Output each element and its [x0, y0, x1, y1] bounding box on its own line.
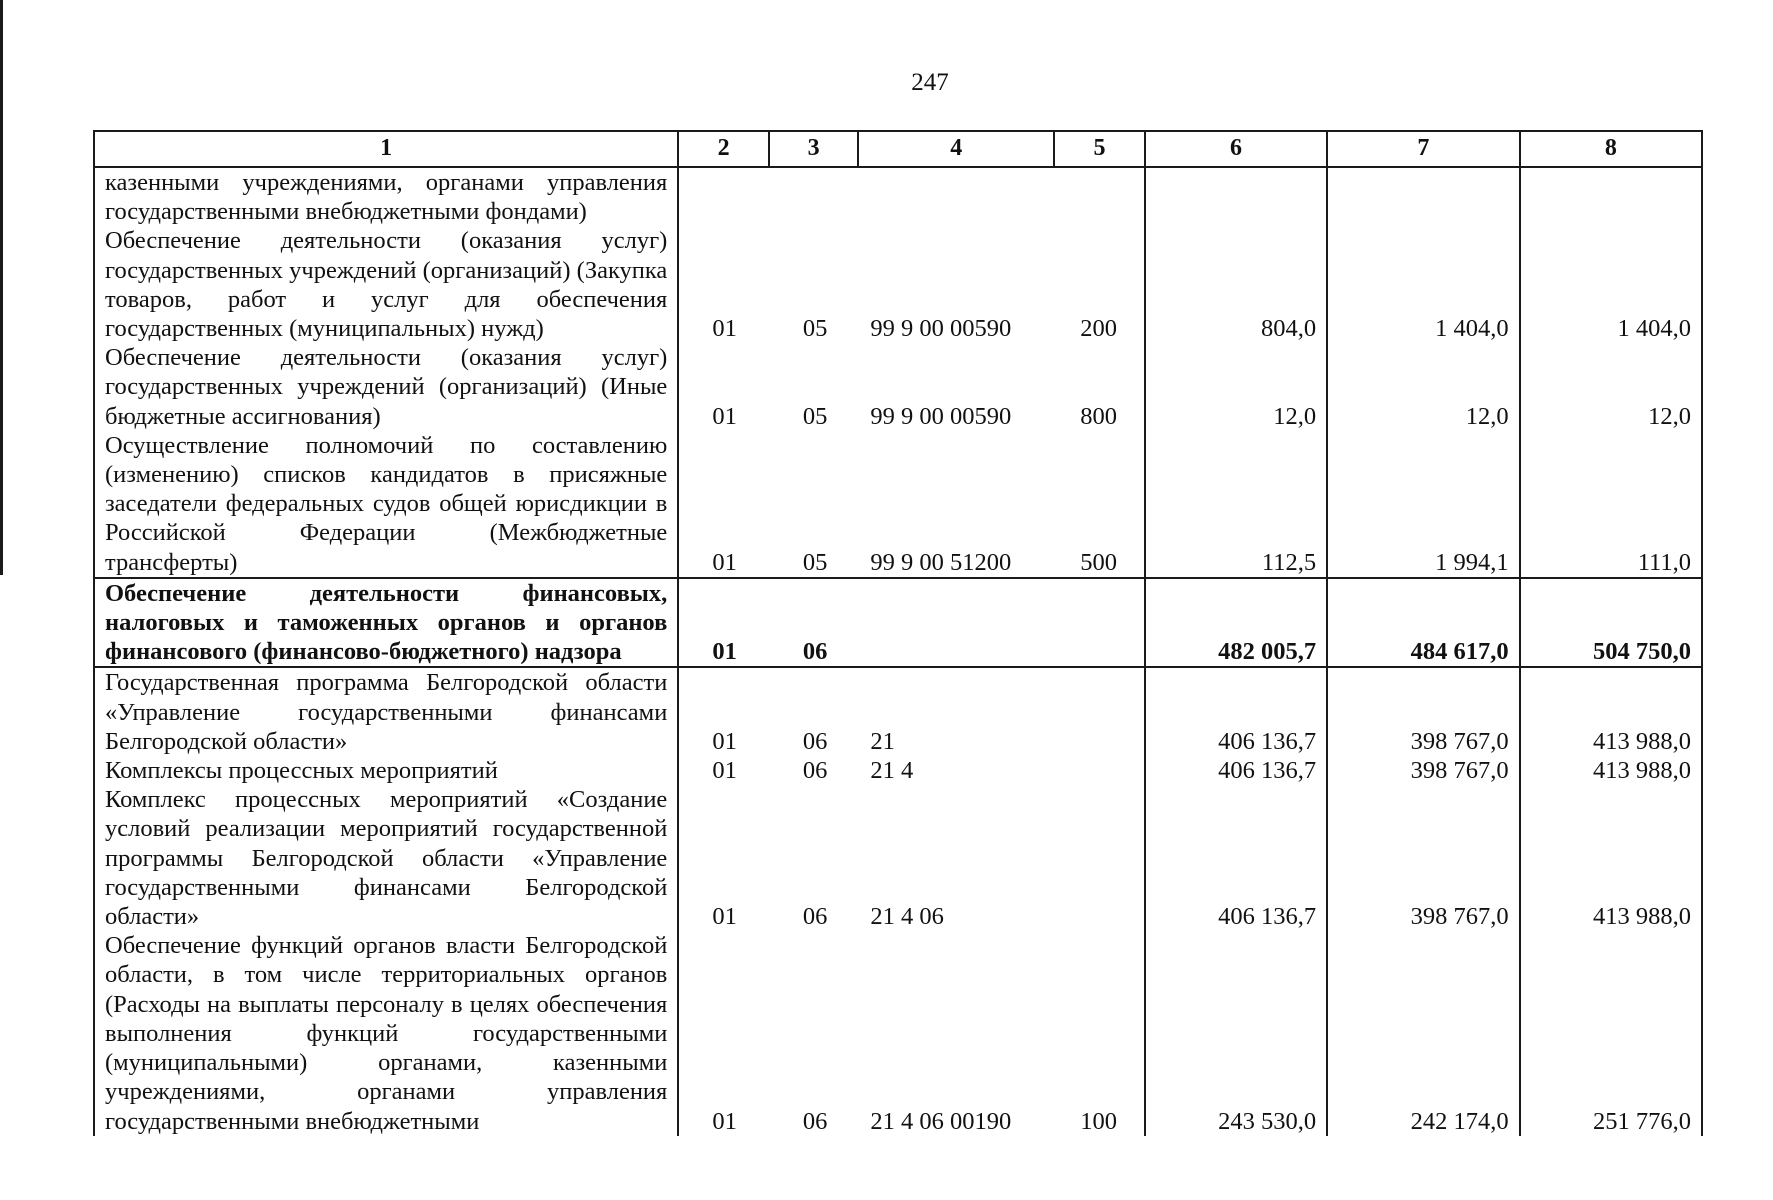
amount-col-7 [1327, 167, 1520, 226]
table-row [94, 167, 1702, 226]
expense-type-code: 500 [1080, 548, 1117, 576]
amount-col-8: 413 988,0 [1520, 785, 1702, 931]
target-article-code: 99 9 00 00590 [870, 315, 1012, 343]
table-row [94, 785, 1702, 931]
row-description: Обеспечение деятельности (оказания услуг) государственных учреждений (организаций) (Иные бюджетные ассигнования) [94, 343, 678, 431]
table-row [94, 343, 1702, 431]
table-row [94, 431, 1702, 578]
amount-col-8: 413 988,0 [1520, 756, 1702, 785]
amount-col-6: 112,5 [1145, 431, 1327, 578]
amount-col-7: 12,0 [1327, 343, 1520, 431]
expense-type-code: 800 [1080, 402, 1117, 430]
section-code: 01 [678, 578, 769, 668]
table-row-group-total [94, 578, 1702, 668]
header-row [94, 131, 1702, 167]
amount-col-7: 1 994,1 [1327, 431, 1520, 578]
section-code: 01 [712, 315, 737, 343]
amount-col-7: 398 767,0 [1327, 785, 1520, 931]
section-code: 01 [712, 548, 737, 576]
expense-type-code [1054, 756, 1145, 785]
header-col-4: 4 [858, 131, 1054, 167]
amount-col-8: 111,0 [1520, 431, 1702, 578]
target-article-code: 21 4 [870, 757, 914, 785]
header-col-5: 5 [1054, 131, 1145, 167]
subsection-code: 06 [802, 1107, 828, 1135]
section-code: 01 [712, 727, 737, 755]
table-row [94, 756, 1702, 785]
target-article-code: 21 [870, 727, 895, 755]
expense-type-code [1054, 167, 1145, 226]
subsection-code: 06 [769, 578, 858, 668]
row-description: Обеспечение функций органов власти Белгородской области, в том числе территориальных органов (Расходы на выплаты персоналу в целях обеспечения выполнения функций государственными (муниципальными) органами, казенными учреждениями, органами управления государственными внебюджетными [94, 931, 678, 1135]
amount-col-7: 242 174,0 [1327, 931, 1520, 1135]
subsection-code: 06 [802, 903, 828, 931]
target-article-code: 99 9 00 00590 [870, 402, 1012, 430]
amount-col-6: 804,0 [1145, 226, 1327, 343]
target-article-code: 99 9 00 51200 [870, 548, 1012, 576]
amount-col-6 [1145, 167, 1327, 226]
amount-col-8: 504 750,0 [1520, 578, 1702, 668]
expense-type-code: 200 [1080, 315, 1117, 343]
budget-table [93, 130, 1703, 1136]
expense-type-code [1054, 785, 1145, 931]
amount-col-6: 482 005,7 [1145, 578, 1327, 668]
header-col-6: 6 [1145, 131, 1327, 167]
amount-col-7: 484 617,0 [1327, 578, 1520, 668]
row-description: Комплекс процессных мероприятий «Создание условий реализации мероприятий государственной программы Белгородской области «Управление государственными финансами Белгородской области» [94, 785, 678, 931]
amount-col-8: 251 776,0 [1520, 931, 1702, 1135]
table-row [94, 931, 1702, 1135]
expense-type-code [1054, 667, 1145, 756]
table-row [94, 667, 1702, 756]
expense-type-code [1054, 578, 1145, 668]
row-description: казенными учреждениями, органами управления государственными внебюджетными фондами) [94, 167, 678, 226]
header-col-7: 7 [1327, 131, 1520, 167]
header-col-3: 3 [769, 131, 858, 167]
target-article-code: 21 4 06 00190 [870, 1107, 1012, 1135]
amount-col-8: 12,0 [1520, 343, 1702, 431]
section-code: 01 [712, 1107, 737, 1135]
amount-col-7: 398 767,0 [1327, 756, 1520, 785]
amount-col-7: 398 767,0 [1327, 667, 1520, 756]
amount-col-6: 12,0 [1145, 343, 1327, 431]
amount-col-8: 1 404,0 [1520, 226, 1702, 343]
section-code: 01 [712, 903, 737, 931]
table-row [94, 226, 1702, 343]
section-code [678, 167, 769, 226]
subsection-code: 05 [802, 402, 828, 430]
amount-col-6: 243 530,0 [1145, 931, 1327, 1135]
target-article-code: 21 4 06 [870, 903, 944, 931]
header-col-2: 2 [678, 131, 769, 167]
row-description: Комплексы процессных мероприятий [94, 756, 678, 785]
amount-col-7: 1 404,0 [1327, 226, 1520, 343]
subsection-code: 06 [802, 757, 828, 785]
row-description: Осуществление полномочий по составлению (изменению) списков кандидатов в присяжные заседатели федеральных судов общей юрисдикции в Российской Федерации (Межбюджетные трансферты) [94, 431, 678, 578]
subsection-code [769, 167, 858, 226]
target-article-code [858, 167, 1054, 226]
subsection-code: 05 [802, 315, 828, 343]
subsection-code: 06 [802, 727, 828, 755]
section-code: 01 [712, 402, 737, 430]
amount-col-8 [1520, 167, 1702, 226]
header-col-1: 1 [94, 131, 678, 167]
header-col-8: 8 [1520, 131, 1702, 167]
amount-col-8: 413 988,0 [1520, 667, 1702, 756]
row-description: Государственная программа Белгородской области «Управление государственными финансами Белгородской области» [94, 667, 678, 756]
amount-col-6: 406 136,7 [1145, 667, 1327, 756]
subsection-code: 05 [802, 548, 828, 576]
expense-type-code: 100 [1080, 1107, 1117, 1135]
row-description: Обеспечение деятельности (оказания услуг) государственных учреждений (организаций) (Закупка товаров, работ и услуг для обеспечения государственных (муниципальных) нужд) [94, 226, 678, 343]
target-article-code [858, 578, 1054, 668]
scan-edge-mark [0, 0, 3, 575]
section-code: 01 [712, 757, 737, 785]
row-description: Обеспечение деятельности финансовых, налоговых и таможенных органов и органов финансового (финансово-бюджетного) надзора [94, 578, 678, 668]
amount-col-6: 406 136,7 [1145, 756, 1327, 785]
amount-col-6: 406 136,7 [1145, 785, 1327, 931]
page-number: 247 [911, 69, 949, 96]
